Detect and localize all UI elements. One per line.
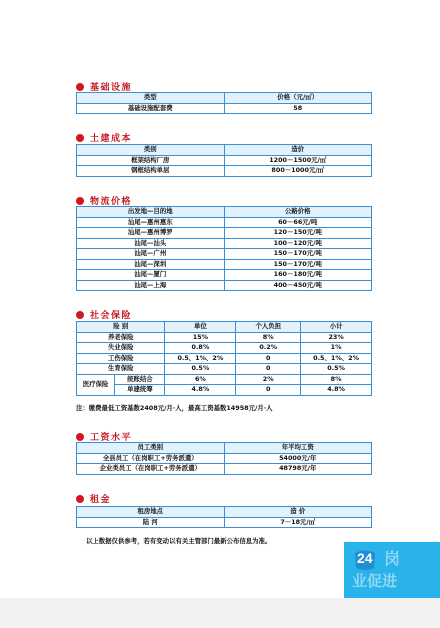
table-row: 汕尾—深圳 150－170元/吨 [77,259,372,270]
table-row: 失业保险 0.8% 0.2% 1% [77,343,372,354]
table-row: 养老保险 15% 8% 23% [77,332,372,343]
red-bullet-icon [76,433,84,441]
table-row: 医疗保险 统账结合 6% 2% 8% [77,374,372,385]
red-bullet-icon [76,197,84,205]
rent-table [76,506,372,528]
table-header-row: 员工类别 年平均工资 [77,443,372,454]
page-number: 24 [357,550,373,566]
table-header-row [77,93,372,104]
table-row: 陆 河 7－18元/㎡ [77,517,372,528]
medical-insurance-label: 医疗保险 [77,374,115,395]
bottom-band [0,598,440,628]
watermark-text: 业促进 [352,572,398,590]
table-header-row: 类别 造价 [77,145,372,156]
table-row: 汕尾—广州 150－170元/吨 [77,249,372,260]
insurance-note: 注：缴费最低工资基数2408元/月·人，最高工资基数14958元/月·人 [76,404,273,412]
section-title-social-insurance: 社会保险 [76,308,132,321]
disclaimer-note: 以上数据仅供参考，若有变动以有关主管部门最新公布信息为准。 [86,537,272,545]
section-title-infrastructure: 基础设施 [76,80,132,93]
red-bullet-icon [76,83,84,91]
wage-level-table [76,442,372,475]
column-header: 价格（元/㎡） [224,93,372,104]
table-row: 汕尾—汕头 100－120元/吨 [77,238,372,249]
table-row: 汕尾—上海 400－450元/吨 [77,280,372,291]
table-row: 钢框结构单层 800－1000元/㎡ [77,166,372,177]
table-row: 汕尾—惠州博罗 120－150元/吨 [77,228,372,239]
table-header-row: 险 别 单位 个人负担 小计 [77,322,372,333]
table-row: 工伤保险 0.5、1%、2% 0 0.5、1%、2% [77,353,372,364]
table-header-row: 出发地—目的地 公路价格 [77,207,372,218]
infrastructure-table [76,92,372,114]
table-row: 单建统筹 4.8% 0 4.8% [77,385,372,396]
section-title-wages: 工资水平 [76,430,132,443]
social-insurance-table [76,321,372,396]
table-row: 汕尾—厦门 160－180元/吨 [77,270,372,281]
red-bullet-icon [76,134,84,142]
section-title-construction: 土建成本 [76,131,132,144]
table-row: 基础设施配套费 58 [77,103,372,114]
column-header: 类型 [77,93,225,104]
watermark-text: 岗 [384,549,401,568]
table-row: 生育保险 0.5% 0 0.5% [77,364,372,375]
section-title-logistics: 物流价格 [76,194,132,207]
construction-cost-table [76,144,372,177]
logistics-price-table [76,206,372,291]
table-header-row: 租房地点 造 价 [77,507,372,518]
table-row: 全县员工（在岗职工+劳务派遣） 54000元/年 [77,453,372,464]
table-row: 框架结构厂房 1200－1500元/㎡ [77,155,372,166]
red-bullet-icon [76,495,84,503]
red-bullet-icon [76,311,84,319]
table-row: 汕尾—惠州惠东 60－66元/吨 [77,217,372,228]
table-row: 企业类员工（在岗职工+劳务派遣） 48798元/年 [77,464,372,475]
section-title-rent: 租金 [76,492,111,505]
